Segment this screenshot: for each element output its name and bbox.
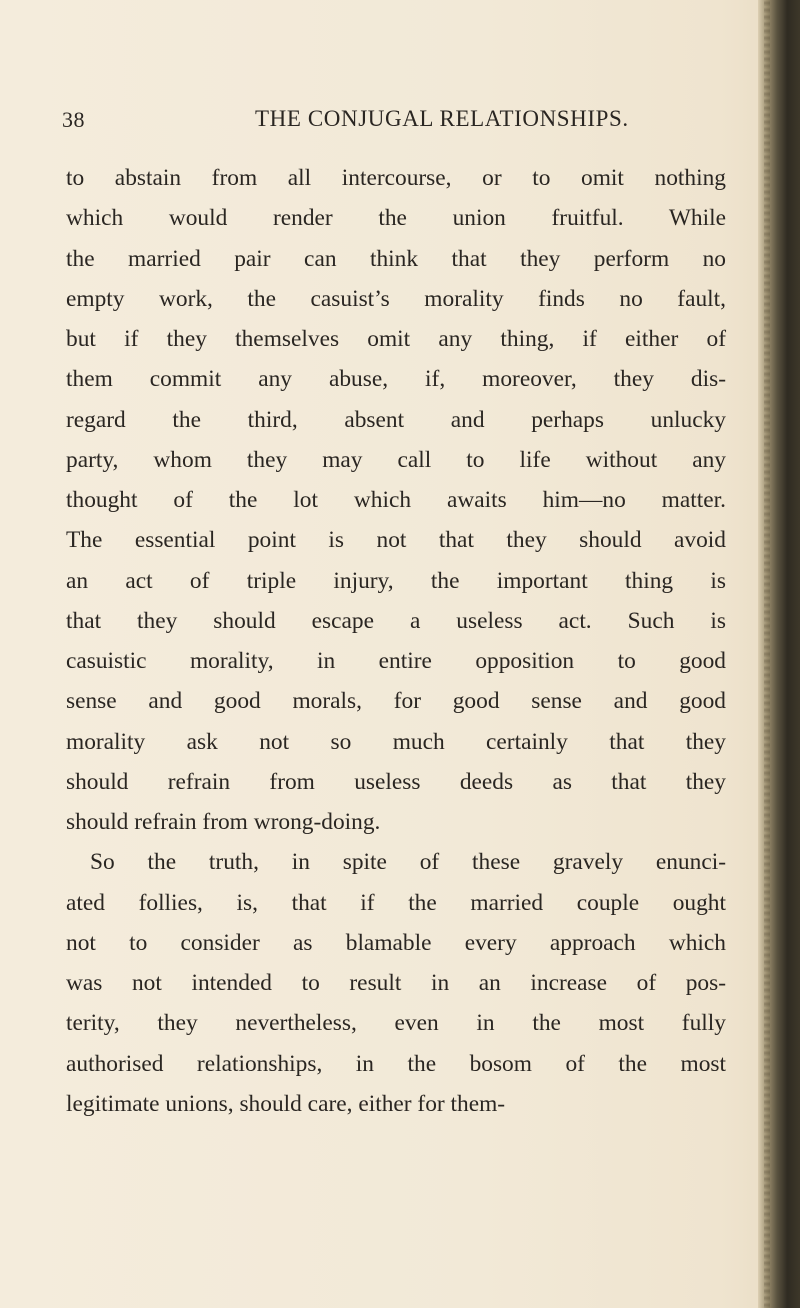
text-line: not to consider as blamable every approach which <box>66 929 726 956</box>
text-line: sense and good morals, for good sense and good <box>66 688 726 715</box>
text-line: casuistic morality, in entire opposition to good <box>66 648 726 674</box>
text-line: which would render the union fruitful. While <box>66 205 726 232</box>
text-line: to abstain from all intercourse, or to omit nothing <box>66 165 726 191</box>
text-line: was not intended to result in an increase of pos- <box>66 970 726 996</box>
book-binding-edge <box>758 0 800 1308</box>
text-line: thought of the lot which awaits him—no matter. <box>66 487 726 513</box>
running-head <box>62 101 726 141</box>
text-line: but if they themselves omit any thing, if either of <box>66 326 726 352</box>
text-line: morality ask not so much certainly that they <box>66 728 726 755</box>
text-line: party, whom they may call to life without any <box>66 446 726 473</box>
text-line: So the truth, in spite of these gravely enunci- <box>90 849 726 876</box>
body-text <box>66 158 726 1124</box>
text-line: terity, they nevertheless, even in the most fully <box>66 1010 726 1037</box>
running-head-title: THE CONJUGAL RELATIONSHIPS. <box>255 106 629 131</box>
text-line: the married pair can think that they perform no <box>66 245 726 272</box>
text-line: legitimate unions, should care, either for them- <box>66 1090 506 1117</box>
text-line: The essential point is not that they should avoid <box>66 527 726 554</box>
paragraph-2 <box>66 842 726 1124</box>
text-line: regard the third, absent and perhaps unlucky <box>66 406 726 433</box>
text-line: authorised relationships, in the bosom of the most <box>66 1050 726 1077</box>
text-line: empty work, the casuist’s morality finds no fault, <box>66 285 726 312</box>
text-line: should refrain from useless deeds as that they <box>66 768 726 795</box>
page-number: 38 <box>62 107 85 132</box>
text-line: an act of triple injury, the important thing is <box>66 567 726 594</box>
text-line: that they should escape a useless act. Such is <box>66 607 726 634</box>
paragraph-1 <box>66 158 726 842</box>
text-line: them commit any abuse, if, moreover, they dis- <box>66 366 726 393</box>
text-line: ated follies, is, that if the married couple ought <box>66 889 726 916</box>
text-line: should refrain from wrong-doing. <box>66 809 381 835</box>
